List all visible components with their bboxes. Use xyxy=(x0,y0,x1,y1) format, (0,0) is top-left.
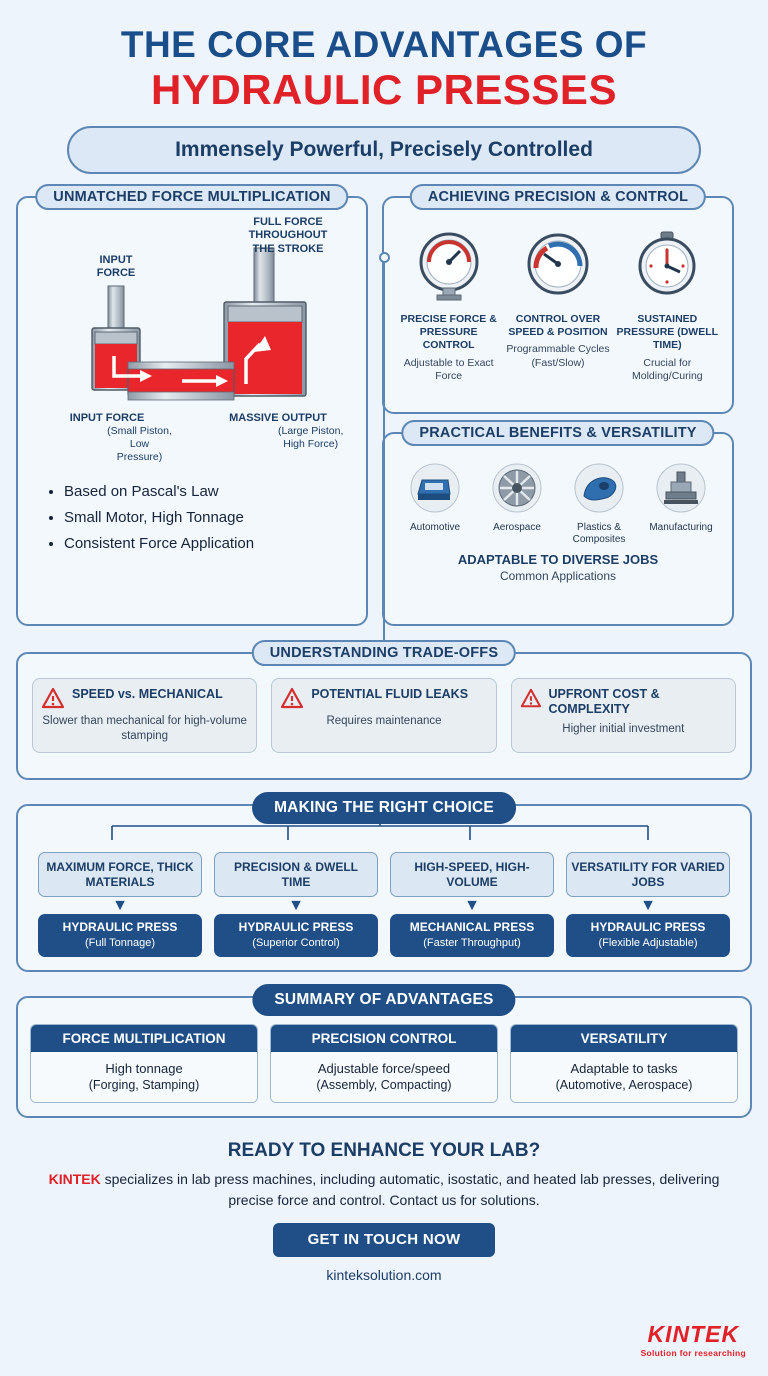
choice-arrow-3: ▼ xyxy=(464,896,480,914)
choice-arrow-1: ▼ xyxy=(112,896,128,914)
right-choice-panel xyxy=(16,799,752,972)
precision-panel-heading: ACHIEVING PRECISION & CONTROL xyxy=(410,184,706,210)
tradeoff-card-1 xyxy=(32,678,257,753)
choice-branch-lines xyxy=(30,818,730,840)
warning-icon xyxy=(520,687,542,709)
summary-column-1-head: FORCE MULTIPLICATION xyxy=(31,1025,257,1052)
force-bullet-list xyxy=(50,483,352,552)
tradeoff-card-2 xyxy=(271,678,496,753)
choice-answer-1 xyxy=(38,914,202,957)
summary-column-2 xyxy=(270,1024,498,1103)
choice-column-2 xyxy=(214,852,378,957)
precision-item-1-title: PRECISE FORCE & PRESSURE CONTROL xyxy=(400,313,497,352)
benefits-footer-sub: Common Applications xyxy=(499,569,617,584)
choice-arrow-2: ▼ xyxy=(288,896,304,914)
page-title-line2: HYDRAULIC PRESSES xyxy=(151,65,617,113)
footer-paragraph xyxy=(16,1169,752,1210)
choice-answer-3-title: MECHANICAL PRESS xyxy=(409,919,535,934)
benefit-item-3 xyxy=(558,462,640,546)
warning-icon xyxy=(41,687,65,709)
benefit-item-1-label: Automotive xyxy=(409,522,461,534)
summary-column-2-head: PRECISION CONTROL xyxy=(271,1025,497,1052)
tradeoff-card-1-sub: Slower than mechanical for high-volume stamping xyxy=(42,715,247,742)
choice-answer-2-sub: (Superior Control) xyxy=(252,936,340,949)
force-panel-heading: UNMATCHED FORCE MULTIPLICATION xyxy=(35,184,348,210)
precision-item-3-sub: Crucial for Molding/Curing xyxy=(632,356,703,382)
precision-item-1-sub: Adjustable to Exact Force xyxy=(403,356,494,382)
benefit-item-1 xyxy=(394,462,476,546)
choice-row xyxy=(30,852,738,957)
choice-answer-4-title: HYDRAULIC PRESS xyxy=(590,919,706,934)
choice-answer-3-sub: (Faster Throughput) xyxy=(423,936,521,949)
force-multiplication-panel xyxy=(16,189,368,626)
benefits-footer-title: ADAPTABLE TO DIVERSE JOBS xyxy=(457,552,659,568)
benefit-item-4 xyxy=(640,462,722,546)
choice-need-1: MAXIMUM FORCE, THICK MATERIALS xyxy=(38,852,202,897)
benefit-item-3-label: Plastics & Composites xyxy=(572,522,626,546)
summary-row xyxy=(30,1024,738,1103)
kintek-logo xyxy=(641,1321,746,1358)
logo-wordmark: KINTEK xyxy=(647,1321,740,1347)
benefits-footer xyxy=(394,552,722,583)
full-force-label: FULL FORCE THROUGHOUT THE STROKE xyxy=(248,216,328,255)
pressure-gauge-icon xyxy=(407,228,491,302)
subtitle-pill: Immensely Powerful, Precisely Controlled xyxy=(67,126,701,174)
choice-need-3: HIGH-SPEED, HIGH-VOLUME xyxy=(390,852,554,897)
precision-item-1 xyxy=(395,228,503,383)
precision-item-3-title: SUSTAINED PRESSURE (DWELL TIME) xyxy=(616,313,719,352)
right-choice-heading: MAKING THE RIGHT CHOICE xyxy=(252,792,516,824)
tradeoffs-heading: UNDERSTANDING TRADE-OFFS xyxy=(252,640,516,666)
summary-column-3-line1: Adaptable to tasks xyxy=(570,1061,678,1077)
tradeoff-card-3-sub: Higher initial investment xyxy=(562,723,685,736)
input-force-top-label: INPUT FORCE xyxy=(96,254,136,280)
benefit-item-2 xyxy=(476,462,558,546)
car-door-icon xyxy=(404,462,466,514)
tradeoff-card-3 xyxy=(511,678,736,753)
benefits-panel-heading: PRACTICAL BENEFITS & VERSATILITY xyxy=(401,420,714,446)
precision-item-2 xyxy=(504,228,612,383)
summary-column-1 xyxy=(30,1024,258,1103)
stopwatch-icon xyxy=(625,228,709,302)
precision-item-2-title: CONTROL OVER SPEED & POSITION xyxy=(508,313,608,339)
tradeoff-card-3-title: UPFRONT COST & COMPLEXITY xyxy=(548,687,660,717)
turbine-icon xyxy=(486,462,548,514)
summary-column-1-line2: (Forging, Stamping) xyxy=(88,1078,200,1093)
choice-need-4: VERSATILITY FOR VARIED JOBS xyxy=(566,852,730,897)
footer-section xyxy=(16,1140,752,1283)
website-url[interactable]: kinteksolution.com xyxy=(326,1266,442,1283)
hydraulic-diagram xyxy=(32,216,352,474)
footer-body-text: specializes in lab press machines, including automatic, isostatic, and heated lab presses, delivering precise force and control. Contact us for solutions. xyxy=(100,1171,720,1208)
choice-answer-1-sub: (Full Tonnage) xyxy=(84,936,156,949)
benefits-icon-row xyxy=(394,462,722,546)
benefit-item-4-label: Manufacturing xyxy=(649,522,713,534)
logo-tagline: Solution for researching xyxy=(640,1348,746,1358)
list-item: • Small Motor, High Tonnage xyxy=(64,509,352,526)
warning-icon xyxy=(280,687,304,709)
tradeoff-card-1-title: SPEED vs. MECHANICAL xyxy=(72,687,223,702)
speedometer-icon xyxy=(516,228,600,302)
list-item: • Based on Pascal's Law xyxy=(64,483,352,500)
choice-answer-3 xyxy=(390,914,554,957)
choice-arrow-4: ▼ xyxy=(640,896,656,914)
summary-panel xyxy=(16,991,752,1118)
choice-answer-1-title: HYDRAULIC PRESS xyxy=(62,919,178,934)
page-title-line1: THE CORE ADVANTAGES OF xyxy=(120,24,648,65)
choice-answer-4 xyxy=(566,914,730,957)
title-block xyxy=(16,0,752,174)
tradeoffs-panel xyxy=(16,645,752,780)
choice-column-4 xyxy=(566,852,730,957)
get-in-touch-button[interactable]: GET IN TOUCH NOW xyxy=(273,1223,495,1257)
summary-column-3 xyxy=(510,1024,738,1103)
choice-answer-2-title: HYDRAULIC PRESS xyxy=(238,919,354,934)
precision-control-panel xyxy=(382,189,734,414)
footer-heading: READY TO ENHANCE YOUR LAB? xyxy=(227,1140,541,1162)
input-force-bottom-label: INPUT FORCE (Small Piston, Low Pressure) xyxy=(69,412,172,463)
force-column xyxy=(16,189,368,626)
massive-output-label: MASSIVE OUTPUT (Large Piston, High Force) xyxy=(229,412,344,450)
precision-icon-row xyxy=(394,228,722,383)
stamp-icon xyxy=(650,462,712,514)
panel-connector-dot xyxy=(379,252,390,263)
summary-column-2-line2: (Assembly, Compacting) xyxy=(316,1078,452,1093)
precision-item-3 xyxy=(613,228,721,383)
tradeoff-card-2-sub: Requires maintenance xyxy=(326,715,442,728)
choice-answer-2 xyxy=(214,914,378,957)
tradeoff-card-2-title: POTENTIAL FLUID LEAKS xyxy=(311,687,469,702)
precision-item-2-sub: Programmable Cycles (Fast/Slow) xyxy=(506,343,610,369)
summary-column-2-line1: Adjustable force/speed xyxy=(317,1061,451,1077)
choice-answer-4-sub: (Flexible Adjustable) xyxy=(598,936,698,949)
choice-column-3 xyxy=(390,852,554,957)
practical-benefits-panel xyxy=(382,425,734,626)
benefit-item-2-label: Aerospace xyxy=(493,522,541,534)
summary-column-1-line1: High tonnage xyxy=(105,1061,183,1077)
choice-need-2: PRECISION & DWELL TIME xyxy=(214,852,378,897)
right-column xyxy=(382,189,734,626)
summary-column-3-head: VERSATILITY xyxy=(511,1025,737,1052)
vertical-connector-line xyxy=(383,258,385,698)
summary-heading: SUMMARY OF ADVANTAGES xyxy=(252,984,515,1016)
polymer-part-icon xyxy=(568,462,630,514)
list-item: • Consistent Force Application xyxy=(64,535,352,552)
summary-column-3-line2: (Automotive, Aerospace) xyxy=(555,1078,693,1093)
tradeoffs-row xyxy=(32,678,736,753)
footer-brand: KINTEK xyxy=(48,1171,101,1188)
choice-column-1 xyxy=(38,852,202,957)
